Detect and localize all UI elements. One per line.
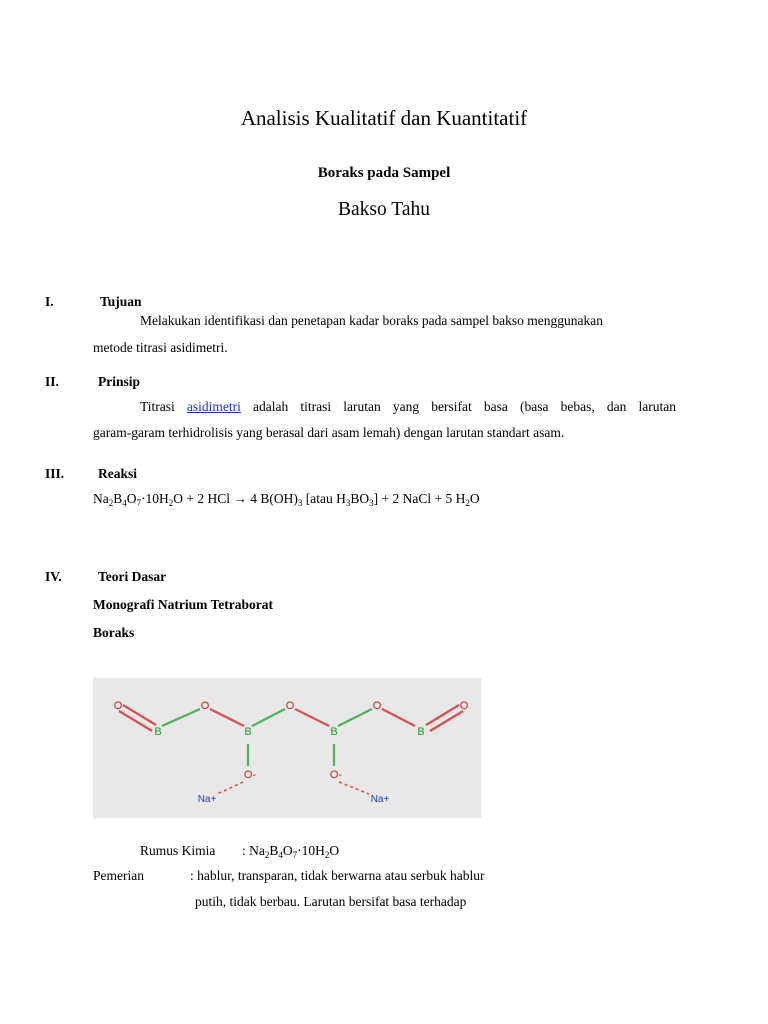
asidimetri-link[interactable]: asidimetri xyxy=(186,399,241,414)
section-1-text-line2: metode titrasi asidimetri. xyxy=(93,340,228,355)
document-title: Analisis Kualitatif dan Kuantitatif xyxy=(240,106,528,130)
atom-b-3: B xyxy=(330,726,338,738)
atom-o-bridge-2: O xyxy=(285,700,295,712)
monograph-heading: Monografi Natrium Tetraborat xyxy=(93,597,273,612)
borax-structure-figure xyxy=(93,678,481,818)
rumus-kimia-label: Rumus Kimia xyxy=(140,843,216,858)
bond-left-double-a xyxy=(123,705,156,725)
boraks-heading: Boraks xyxy=(93,625,135,640)
section-1-numeral: I. xyxy=(45,294,54,309)
bond-o4-b4 xyxy=(382,709,415,726)
atom-o-bridge-3: O xyxy=(372,700,382,712)
bond-b1-o2 xyxy=(162,709,200,726)
atom-b-2: B xyxy=(244,726,252,738)
atom-o-bridge-1: O xyxy=(200,700,210,712)
atom-o-minus-left: O- xyxy=(243,769,257,781)
bond-left-double-b xyxy=(119,711,152,731)
pemerian-text-line1: : hablur, transparan, tidak berwarna atau serbuk hablur xyxy=(190,868,485,883)
section-2-heading: Prinsip xyxy=(98,374,141,389)
section-1-text-line1: Melakukan identifikasi dan penetapan kadar boraks pada sampel bakso menggunakan xyxy=(140,313,603,328)
section-3-numeral: III. xyxy=(45,466,65,481)
document-subtitle: Boraks pada Sampel xyxy=(317,165,451,181)
sample-name: Bakso Tahu xyxy=(338,199,430,220)
section-2-text-line1 xyxy=(140,399,676,415)
bond-b3-o4 xyxy=(338,709,372,726)
bond-b2-o3 xyxy=(252,709,285,726)
atom-o-terminal-right: O xyxy=(459,700,469,712)
reaction-equation: $Na_2B_4O_7\cdot 10H_2O + 2$ HCl → 4 $B(OH)_3$ [atau $H_3BO_3] + 2$ NaCl + 5 $H_2O$ xyxy=(93,491,480,508)
pemerian-label: Pemerian xyxy=(93,868,144,883)
rumus-kimia-value: : $Na_2B_4O_7\cdot 10H_2O$ xyxy=(242,843,340,860)
bond-right-double-b xyxy=(430,711,463,731)
atom-na-plus-left: Na+ xyxy=(197,794,217,805)
atom-o-minus-right: O- xyxy=(329,769,343,781)
bond-o2-b2 xyxy=(210,709,244,726)
ionic-left xyxy=(217,782,243,794)
pemerian-text-line2: putih, tidak berbau. Larutan bersifat basa terhadap xyxy=(195,894,467,909)
bond-o3-b3 xyxy=(295,709,329,726)
prinsip-text-start: Titrasi xyxy=(140,399,175,414)
section-3-heading: Reaksi xyxy=(98,466,138,481)
atom-na-plus-right: Na+ xyxy=(370,794,390,805)
section-2-numeral: II. xyxy=(45,374,59,389)
section-2-text-line2: garam-garam terhidrolisis yang berasal dari asam lemah) dengan larutan standart asam. xyxy=(93,425,565,440)
rumus-separator: : xyxy=(242,843,246,858)
atom-o-terminal-left: O xyxy=(113,700,123,712)
section-1-heading: Tujuan xyxy=(100,294,142,309)
section-4-heading: Teori Dasar xyxy=(98,569,167,584)
ionic-right xyxy=(339,782,369,794)
section-4-numeral: IV. xyxy=(45,569,62,584)
prinsip-text-rest: adalah titrasi larutan yang bersifat basa (basa bebas, dan larutan xyxy=(253,399,677,414)
atom-b-1: B xyxy=(154,726,162,738)
bond-right-double-a xyxy=(426,705,459,725)
atom-b-4: B xyxy=(417,726,425,738)
borax-structure-diagram xyxy=(93,678,481,818)
